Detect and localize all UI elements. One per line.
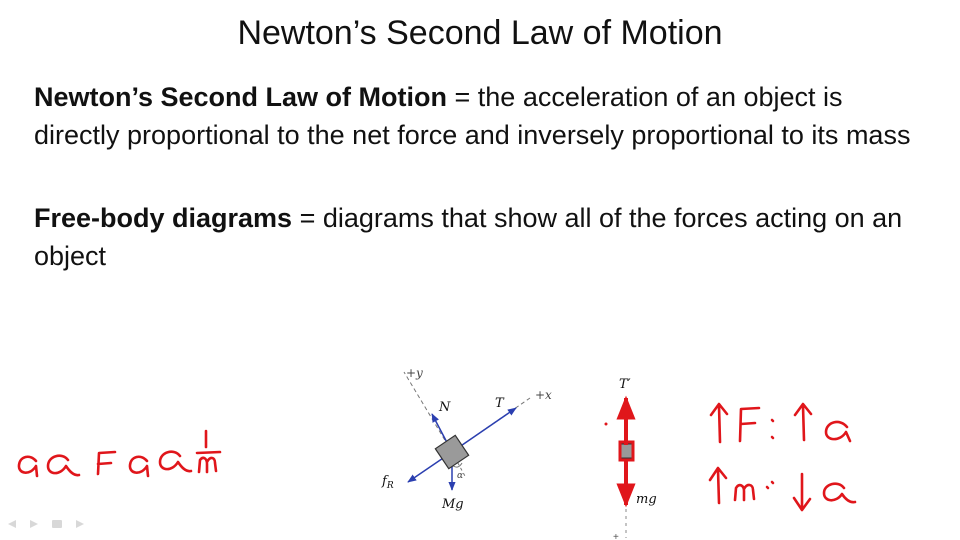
tension-label: T′ <box>619 377 631 392</box>
ink-colon <box>767 482 773 488</box>
friction-force-label: $f_R$ <box>382 474 394 491</box>
weight-label: mg <box>636 492 657 507</box>
ink-a <box>130 457 148 476</box>
ink-up-arrow <box>711 404 727 442</box>
block-on-incline <box>435 435 468 468</box>
ink-m <box>199 458 216 472</box>
definition-separator: = <box>292 203 323 233</box>
ink-a <box>19 457 37 476</box>
weight-force-label: Mg <box>442 497 464 512</box>
plus-label: + <box>613 532 619 540</box>
handwritten-proportionality <box>19 431 220 476</box>
tension-force-label: T <box>495 396 504 411</box>
definition-term: Newton’s Second Law of Motion <box>34 82 447 112</box>
next-icon[interactable] <box>76 520 84 528</box>
free-body-diagram-vertical <box>605 377 657 540</box>
handwritten-force-relation <box>711 404 850 442</box>
free-body-diagram-incline <box>381 366 552 512</box>
angle-label: α <box>457 471 464 481</box>
ink-proportional-symbol <box>160 452 191 471</box>
ink-F <box>98 452 115 474</box>
ink-up-arrow <box>710 468 726 503</box>
ink-m <box>735 485 754 500</box>
ink-a <box>824 484 855 502</box>
definition-term: Free-body diagrams <box>34 203 293 233</box>
axis-plus-y-label: +y <box>406 366 423 380</box>
ink-down-arrow <box>794 474 810 510</box>
ink-dot <box>605 423 608 426</box>
menu-icon[interactable] <box>52 520 62 528</box>
ink-a <box>826 422 850 441</box>
definition-separator: = <box>447 82 478 112</box>
ink-proportional-symbol <box>48 456 79 475</box>
ink-F <box>740 408 759 441</box>
definition-text: diagrams that show all of the forces acting on an object <box>34 203 903 271</box>
pen-icon[interactable] <box>30 520 38 528</box>
definition-text: the acceleration of an object is directly proportional to the net force and inversely proportional to its mass <box>34 82 911 150</box>
ink-colon <box>772 420 773 438</box>
slide-title: Newton’s Second Law of Motion <box>237 14 723 52</box>
previous-icon[interactable] <box>8 520 16 528</box>
ink-up-arrow <box>795 404 811 440</box>
presentation-controls[interactable] <box>8 520 84 528</box>
handwritten-mass-relation <box>710 468 855 510</box>
ink-fraction-bar <box>197 452 220 453</box>
normal-force-label: N <box>439 400 451 415</box>
axis-plus-x-label: +x <box>535 388 552 402</box>
